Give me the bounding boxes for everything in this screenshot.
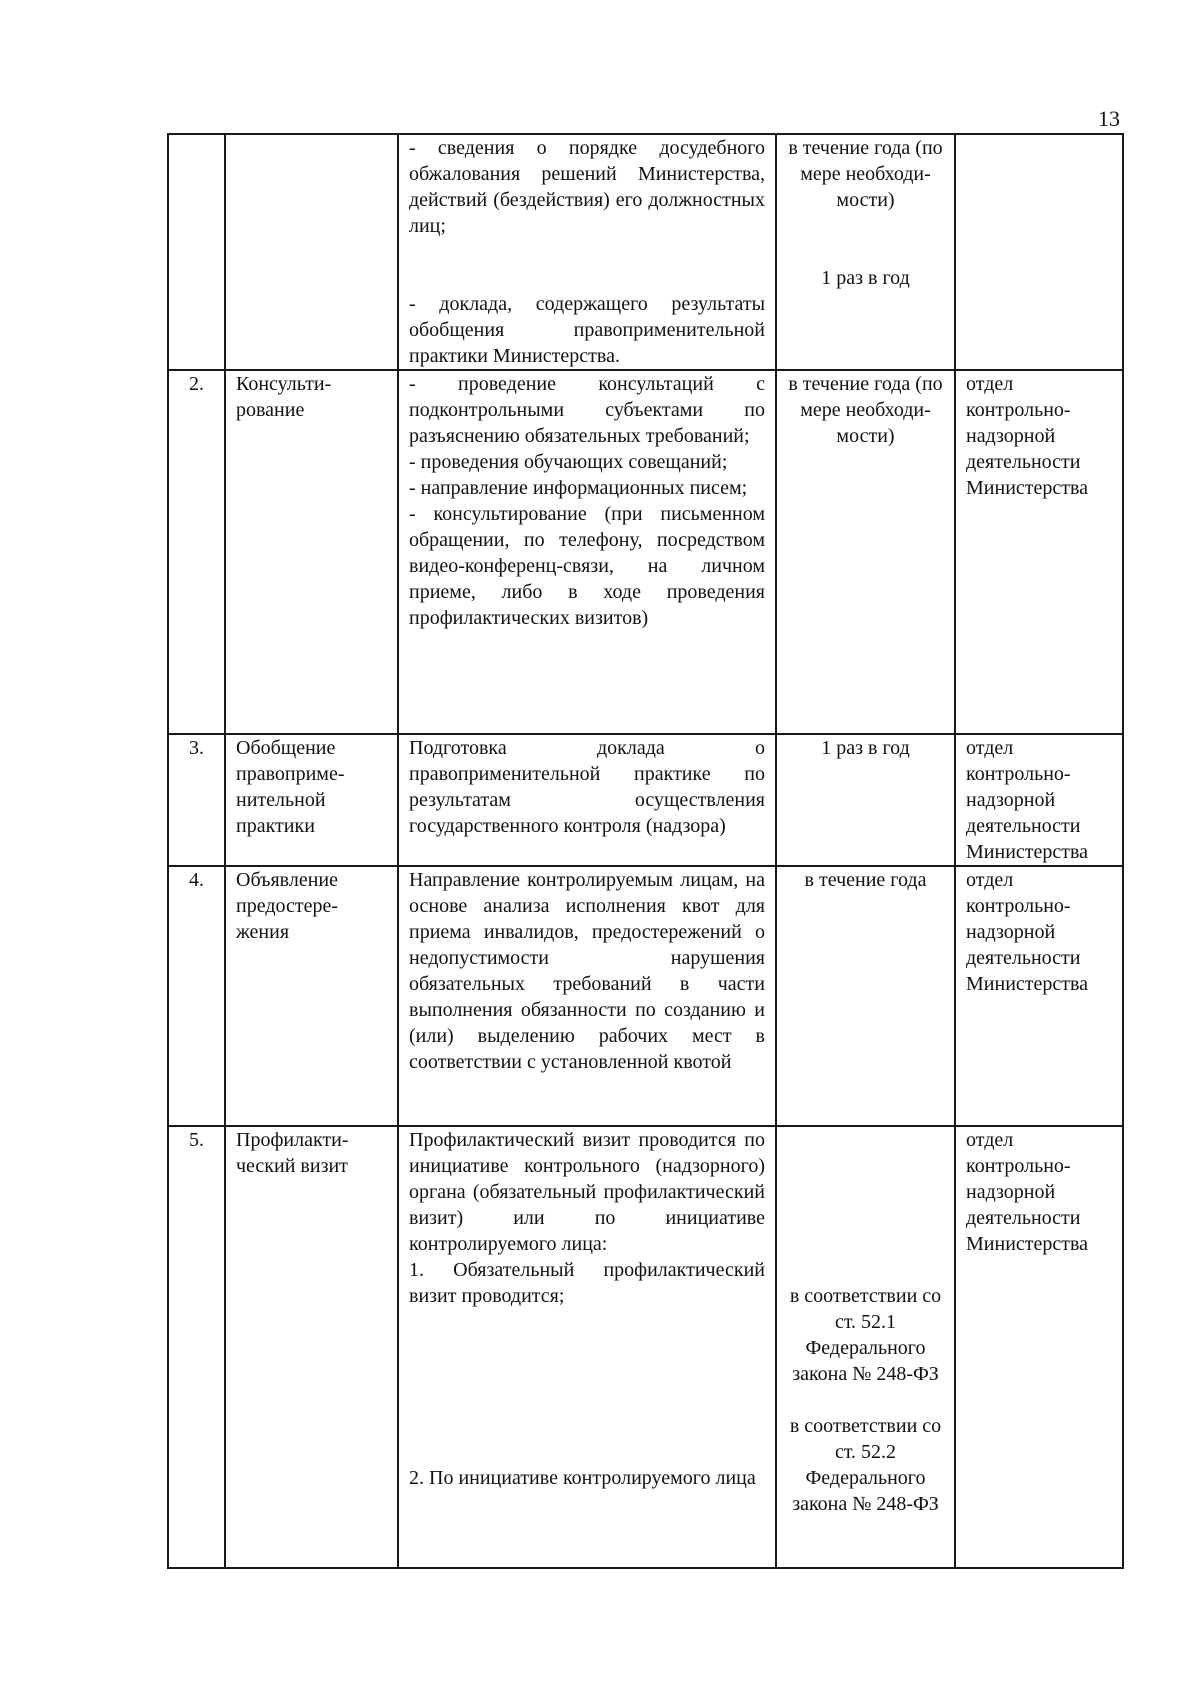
measure-name: Консульти-рование	[225, 370, 398, 734]
measure-timing	[776, 134, 955, 370]
measure-timing: 1 раз в год	[776, 734, 955, 866]
activity-item: - сведения о порядке досудебного обжалования решений Министерства, действий (бездействия) его должностных лиц;	[409, 137, 765, 237]
responsible-unit: отдел контрольно-надзорной деятельности Министерства	[955, 370, 1123, 734]
prevention-measures-table	[167, 133, 1124, 1569]
activity-item: - доклада, содержащего результаты обобщения правоприменительной практики Министерства.	[409, 293, 765, 367]
row-number: 5.	[168, 1126, 225, 1568]
measure-timing	[776, 1126, 955, 1568]
timing-item: 1 раз в год	[821, 267, 910, 289]
measure-timing: в течение года	[776, 866, 955, 1126]
row-number: 3.	[168, 734, 225, 866]
responsible-unit	[955, 134, 1123, 370]
row-number: 4.	[168, 866, 225, 1126]
activity-item: - консультирование (при письменном обращении, по телефону, посредством видео-конференц-связи, на личном приеме, либо в ходе проведения профилактических визитов)	[409, 503, 765, 629]
activity-item: - направление информационных писем;	[409, 477, 748, 499]
responsible-unit: отдел контрольно-надзорной деятельности Министерства	[955, 866, 1123, 1126]
activity-item: 1. Обязательный профилактический визит проводится;	[409, 1259, 765, 1307]
activity-item: 2. По инициативе контролируемого лица	[409, 1467, 756, 1489]
timing-item: в соответствии со ст. 52.1 Федерального закона № 248-ФЗ	[789, 1285, 942, 1385]
measure-activities: Направление контролируемым лицам, на основе анализа исполнения квот для приема инвалидов, предостережений о недопустимости нарушения обязательных требований в части выполнения обязанности по созданию и (или) выделению рабочих мест в соответствии с установленной квотой	[398, 866, 776, 1126]
measure-activities	[398, 370, 776, 734]
responsible-unit: отдел контрольно-надзорной деятельности Министерства	[955, 1126, 1123, 1568]
table-row	[168, 866, 1123, 1126]
timing-item: в течение года (по мере необходи-мости)	[788, 137, 943, 211]
measure-name	[225, 134, 398, 370]
activity-item: - проведение консультаций с подконтрольными субъектами по разъяснению обязательных требований;	[409, 373, 765, 447]
activity-item: - проведения обучающих совещаний;	[409, 451, 728, 473]
responsible-unit: отдел контрольно-надзорной деятельности Министерства	[955, 734, 1123, 866]
table-row	[168, 734, 1123, 866]
measure-activities	[398, 1126, 776, 1568]
measure-name: Профилакти-ческий визит	[225, 1126, 398, 1568]
activity-item: Профилактический визит проводится по инициативе контрольного (надзорного) органа (обязательный профилактический визит) или по инициативе контролируемого лица:	[409, 1129, 765, 1255]
timing-item: в соответствии со ст. 52.2 Федерального закона № 248-ФЗ	[789, 1415, 942, 1515]
page-number: 13	[1098, 106, 1120, 131]
measure-name: Обобщение правоприме-нительной практики	[225, 734, 398, 866]
table-row	[168, 1126, 1123, 1568]
row-number: 2.	[168, 370, 225, 734]
measure-activities	[398, 134, 776, 370]
measure-timing: в течение года (по мере необходи-мости)	[776, 370, 955, 734]
table-row	[168, 134, 1123, 370]
table-row	[168, 370, 1123, 734]
measure-activities: Подготовка доклада о правоприменительной практике по результатам осуществления государственного контроля (надзора)	[398, 734, 776, 866]
row-number	[168, 134, 225, 370]
measure-name: Объявление предостере-жения	[225, 866, 398, 1126]
